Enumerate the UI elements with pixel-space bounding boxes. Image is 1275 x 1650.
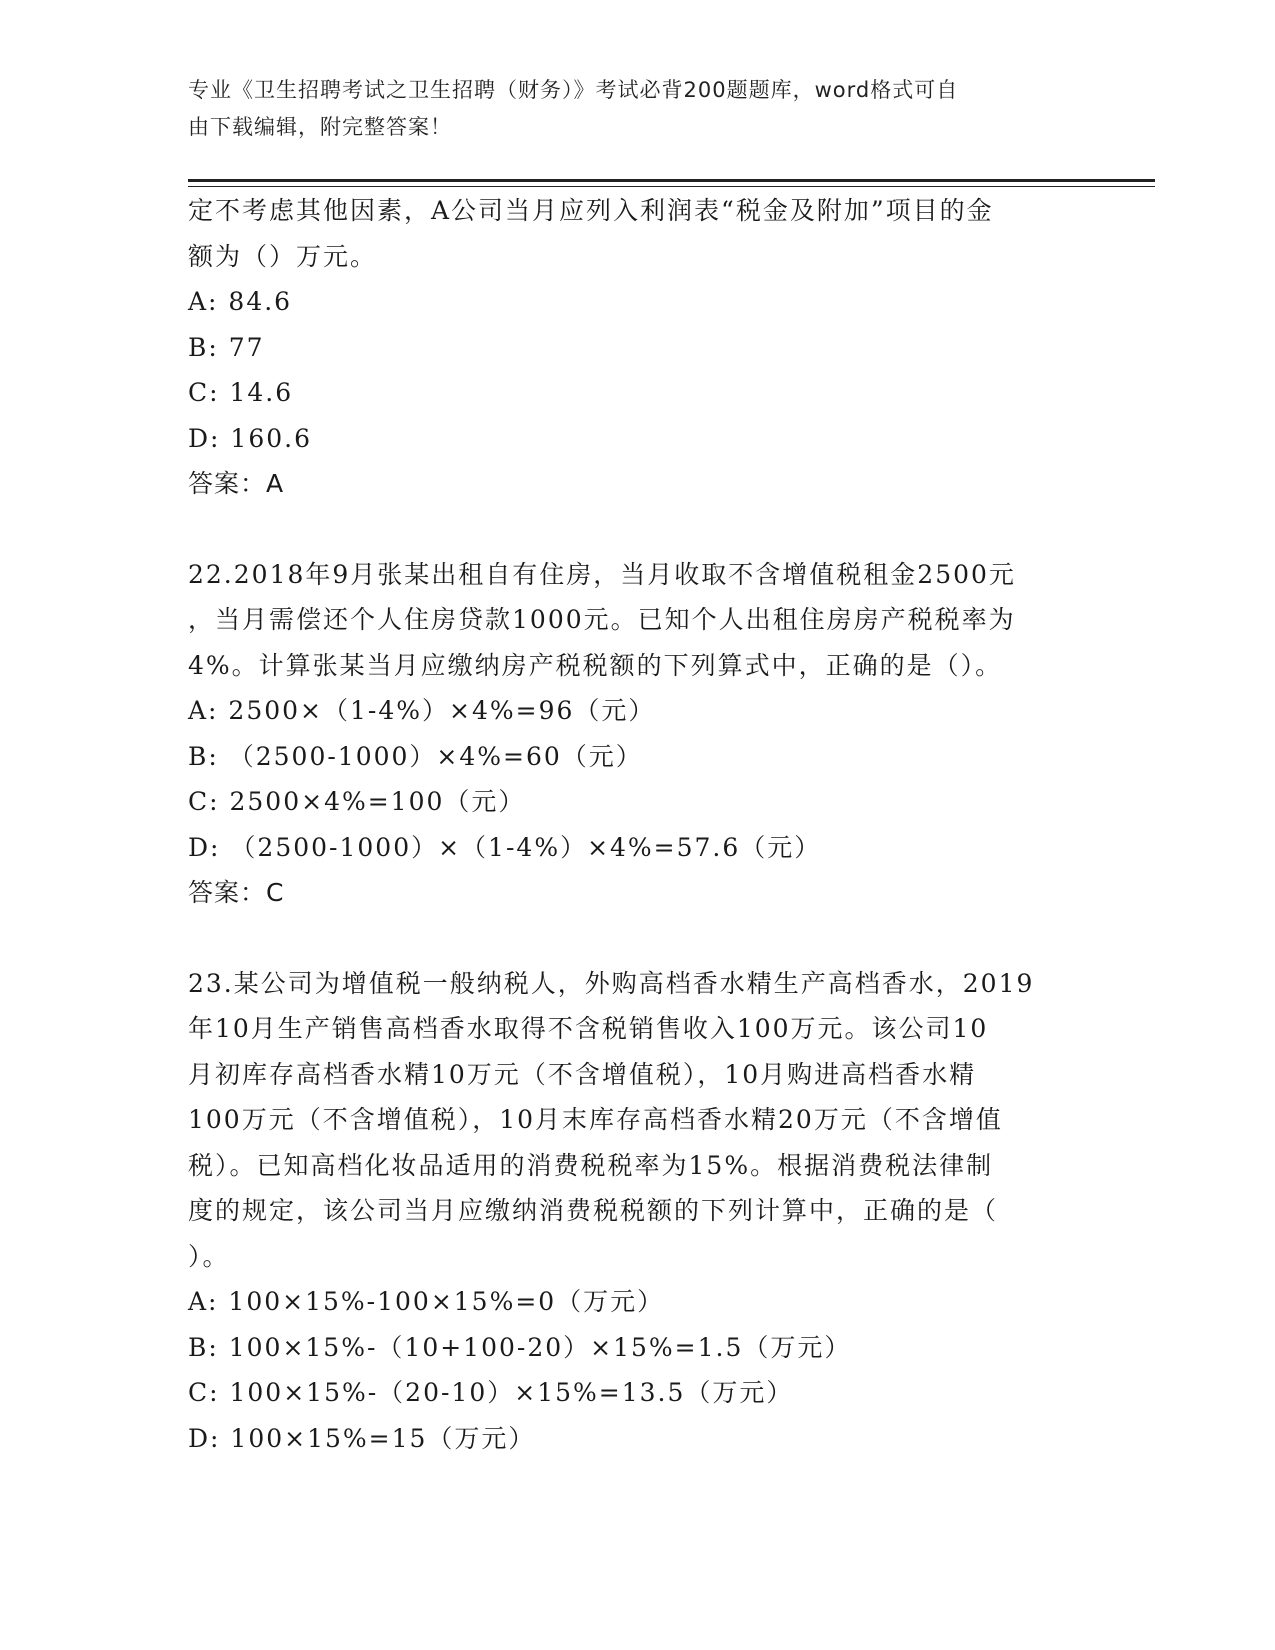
question-23-stem-line-3: 月初库存高档香水精10万元（不含增值税），10月购进高档香水精 [188, 1059, 977, 1089]
document-header [188, 72, 1088, 146]
question-21-stem-line-1: 定不考虑其他因素，A公司当月应列入利润表“税金及附加”项目的金 [188, 196, 994, 225]
question-21 [188, 188, 1088, 507]
question-22-stem-line-1: 22.2018年9月张某出租自有住房，当月收取不含增值税租金2500元 [188, 559, 1016, 589]
question-23-option-d: D: 100×15%=15（万元） [188, 1423, 536, 1453]
question-23-option-a: A: 100×15%-100×15%=0（万元） [188, 1287, 665, 1316]
question-21-answer: 答案：A [188, 469, 285, 498]
question-22 [188, 552, 1088, 916]
header-divider-thin [188, 186, 1155, 187]
question-23-stem-line-6: 度的规定，该公司当月应缴纳消费税税额的下列计算中，正确的是（ [188, 1196, 999, 1225]
question-23-stem-line-4: 100万元（不含增值税），10月末库存高档香水精20万元（不含增值 [188, 1105, 1003, 1134]
question-21-stem-line-2: 额为（）万元。 [188, 241, 378, 271]
question-23-stem-line-2: 年10月生产销售高档香水取得不含税销售收入100万元。该公司10 [188, 1014, 989, 1043]
question-23-stem-line-1: 23.某公司为增值税一般纳税人，外购高档香水精生产高档香水，2019 [188, 968, 1035, 998]
question-22-answer: 答案：C [188, 878, 285, 907]
header-line-2: 由下载编辑，附完整答案！ [188, 115, 452, 139]
question-23-stem-line-5: 税）。已知高档化妆品适用的消费税税率为15%。根据消费税法律制 [188, 1150, 994, 1180]
document-body [188, 188, 1088, 1461]
question-21-option-d: D: 160.6 [188, 423, 312, 453]
question-23-option-c: C: 100×15%-（20-10）×15%=13.5（万元） [188, 1378, 794, 1407]
header-divider-thick [188, 179, 1155, 182]
question-23-option-b: B: 100×15%-（10+100-20）×15%=1.5（万元） [188, 1332, 852, 1362]
spacer [188, 916, 1088, 961]
question-21-option-a: A: 84.6 [188, 287, 293, 316]
spacer [188, 507, 1088, 552]
question-22-option-c: C: 2500×4%=100（元） [188, 787, 526, 816]
question-21-option-b: B: 77 [188, 332, 265, 362]
question-21-option-c: C: 14.6 [188, 378, 294, 407]
header-line-1: 专业《卫生招聘考试之卫生招聘（财务）》考试必背200题题库，word格式可自 [188, 78, 959, 102]
question-23 [188, 961, 1088, 1462]
question-22-option-d: D: （2500-1000）×（1-4%）×4%=57.6（元） [188, 832, 822, 862]
question-22-option-b: B: （2500-1000）×4%=60（元） [188, 741, 643, 771]
question-22-stem-line-2: ，当月需偿还个人住房贷款1000元。已知个人出租住房房产税税率为 [188, 605, 1016, 634]
question-22-option-a: A: 2500×（1-4%）×4%=96（元） [188, 696, 656, 725]
question-22-stem-line-3: 4%。计算张某当月应缴纳房产税税额的下列算式中，正确的是（）。 [188, 650, 1003, 680]
question-23-stem-line-7: ）。 [188, 1241, 230, 1271]
